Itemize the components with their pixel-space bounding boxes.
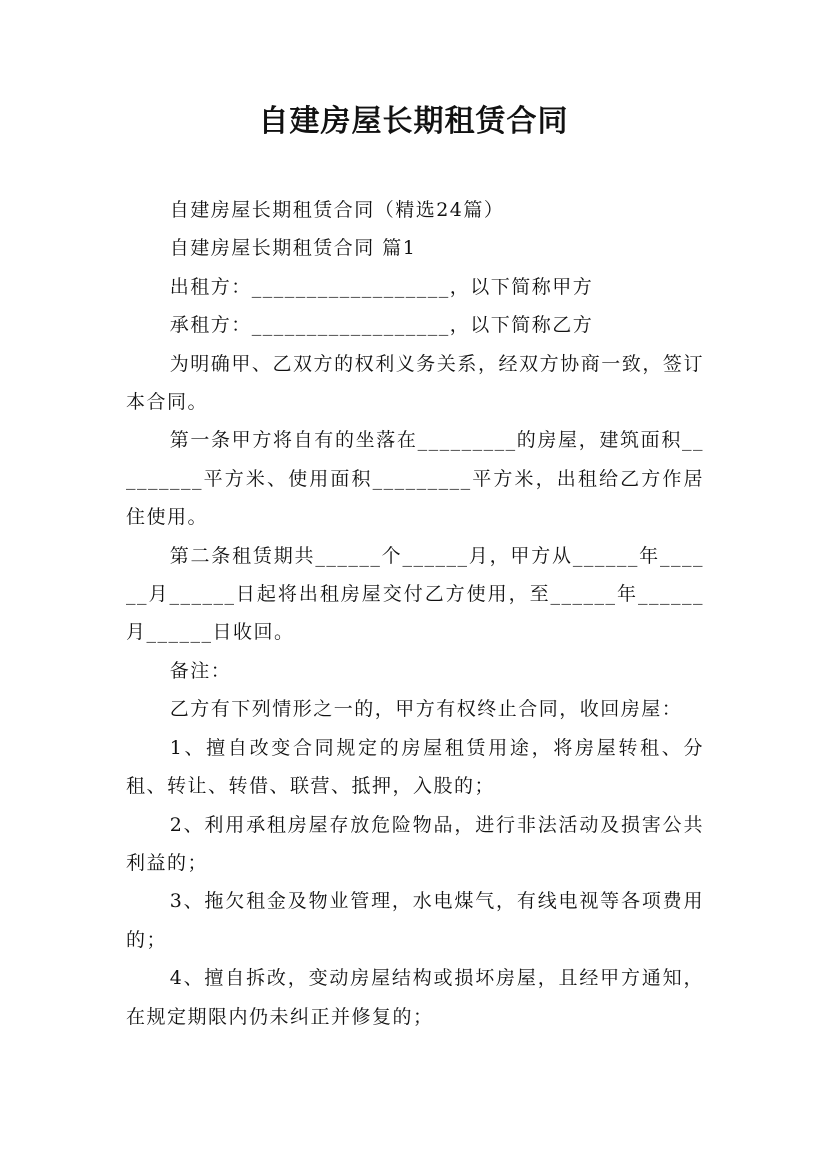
paragraph-clause-1: 1、擅自改变合同规定的房屋租赁用途，将房屋转租、分租、转让、转借、联营、抵押，入股的； bbox=[126, 736, 704, 798]
paragraph-purpose: 为明确甲、乙双方的权利义务关系，经双方协商一致，签订本合同。 bbox=[126, 352, 704, 414]
paragraph-lessee: 承租方：__________________，以下简称乙方 bbox=[169, 314, 594, 337]
paragraph-article-2: 第二条租赁期共______个______月，甲方从______年______月______日起将出租房屋交付乙方使用，至______年______月______日收回。 bbox=[126, 544, 704, 644]
paragraph-clause-2: 2、利用承租房屋存放危险物品，进行非法活动及损害公共利益的； bbox=[126, 813, 704, 874]
paragraph-clause-3: 3、拖欠租金及物业管理，水电煤气，有线电视等各项费用的； bbox=[126, 890, 704, 951]
paragraph-section-heading: 自建房屋长期租赁合同 篇1 bbox=[169, 237, 417, 260]
paragraph-subtitle: 自建房屋长期租赁合同（精选24篇） bbox=[169, 199, 505, 221]
paragraph-lessor: 出租方：__________________，以下简称甲方 bbox=[169, 275, 594, 298]
document-body bbox=[126, 191, 704, 1036]
paragraph-clause-4: 4、擅自拆改，变动房屋结构或损坏房屋，且经甲方通知，在规定期限内仍未纠正并修复的； bbox=[126, 967, 704, 1028]
paragraph-remarks: 备注： bbox=[169, 659, 232, 682]
paragraph-article-1: 第一条甲方将自有的坐落在_________的房屋，建筑面积_________平方米、使用面积_________平方米，出租给乙方作居住使用。 bbox=[126, 429, 704, 529]
document-title: 自建房屋长期租赁合同 bbox=[258, 104, 569, 139]
paragraph-termination-intro: 乙方有下列情形之一的，甲方有权终止合同，收回房屋： bbox=[169, 698, 683, 721]
